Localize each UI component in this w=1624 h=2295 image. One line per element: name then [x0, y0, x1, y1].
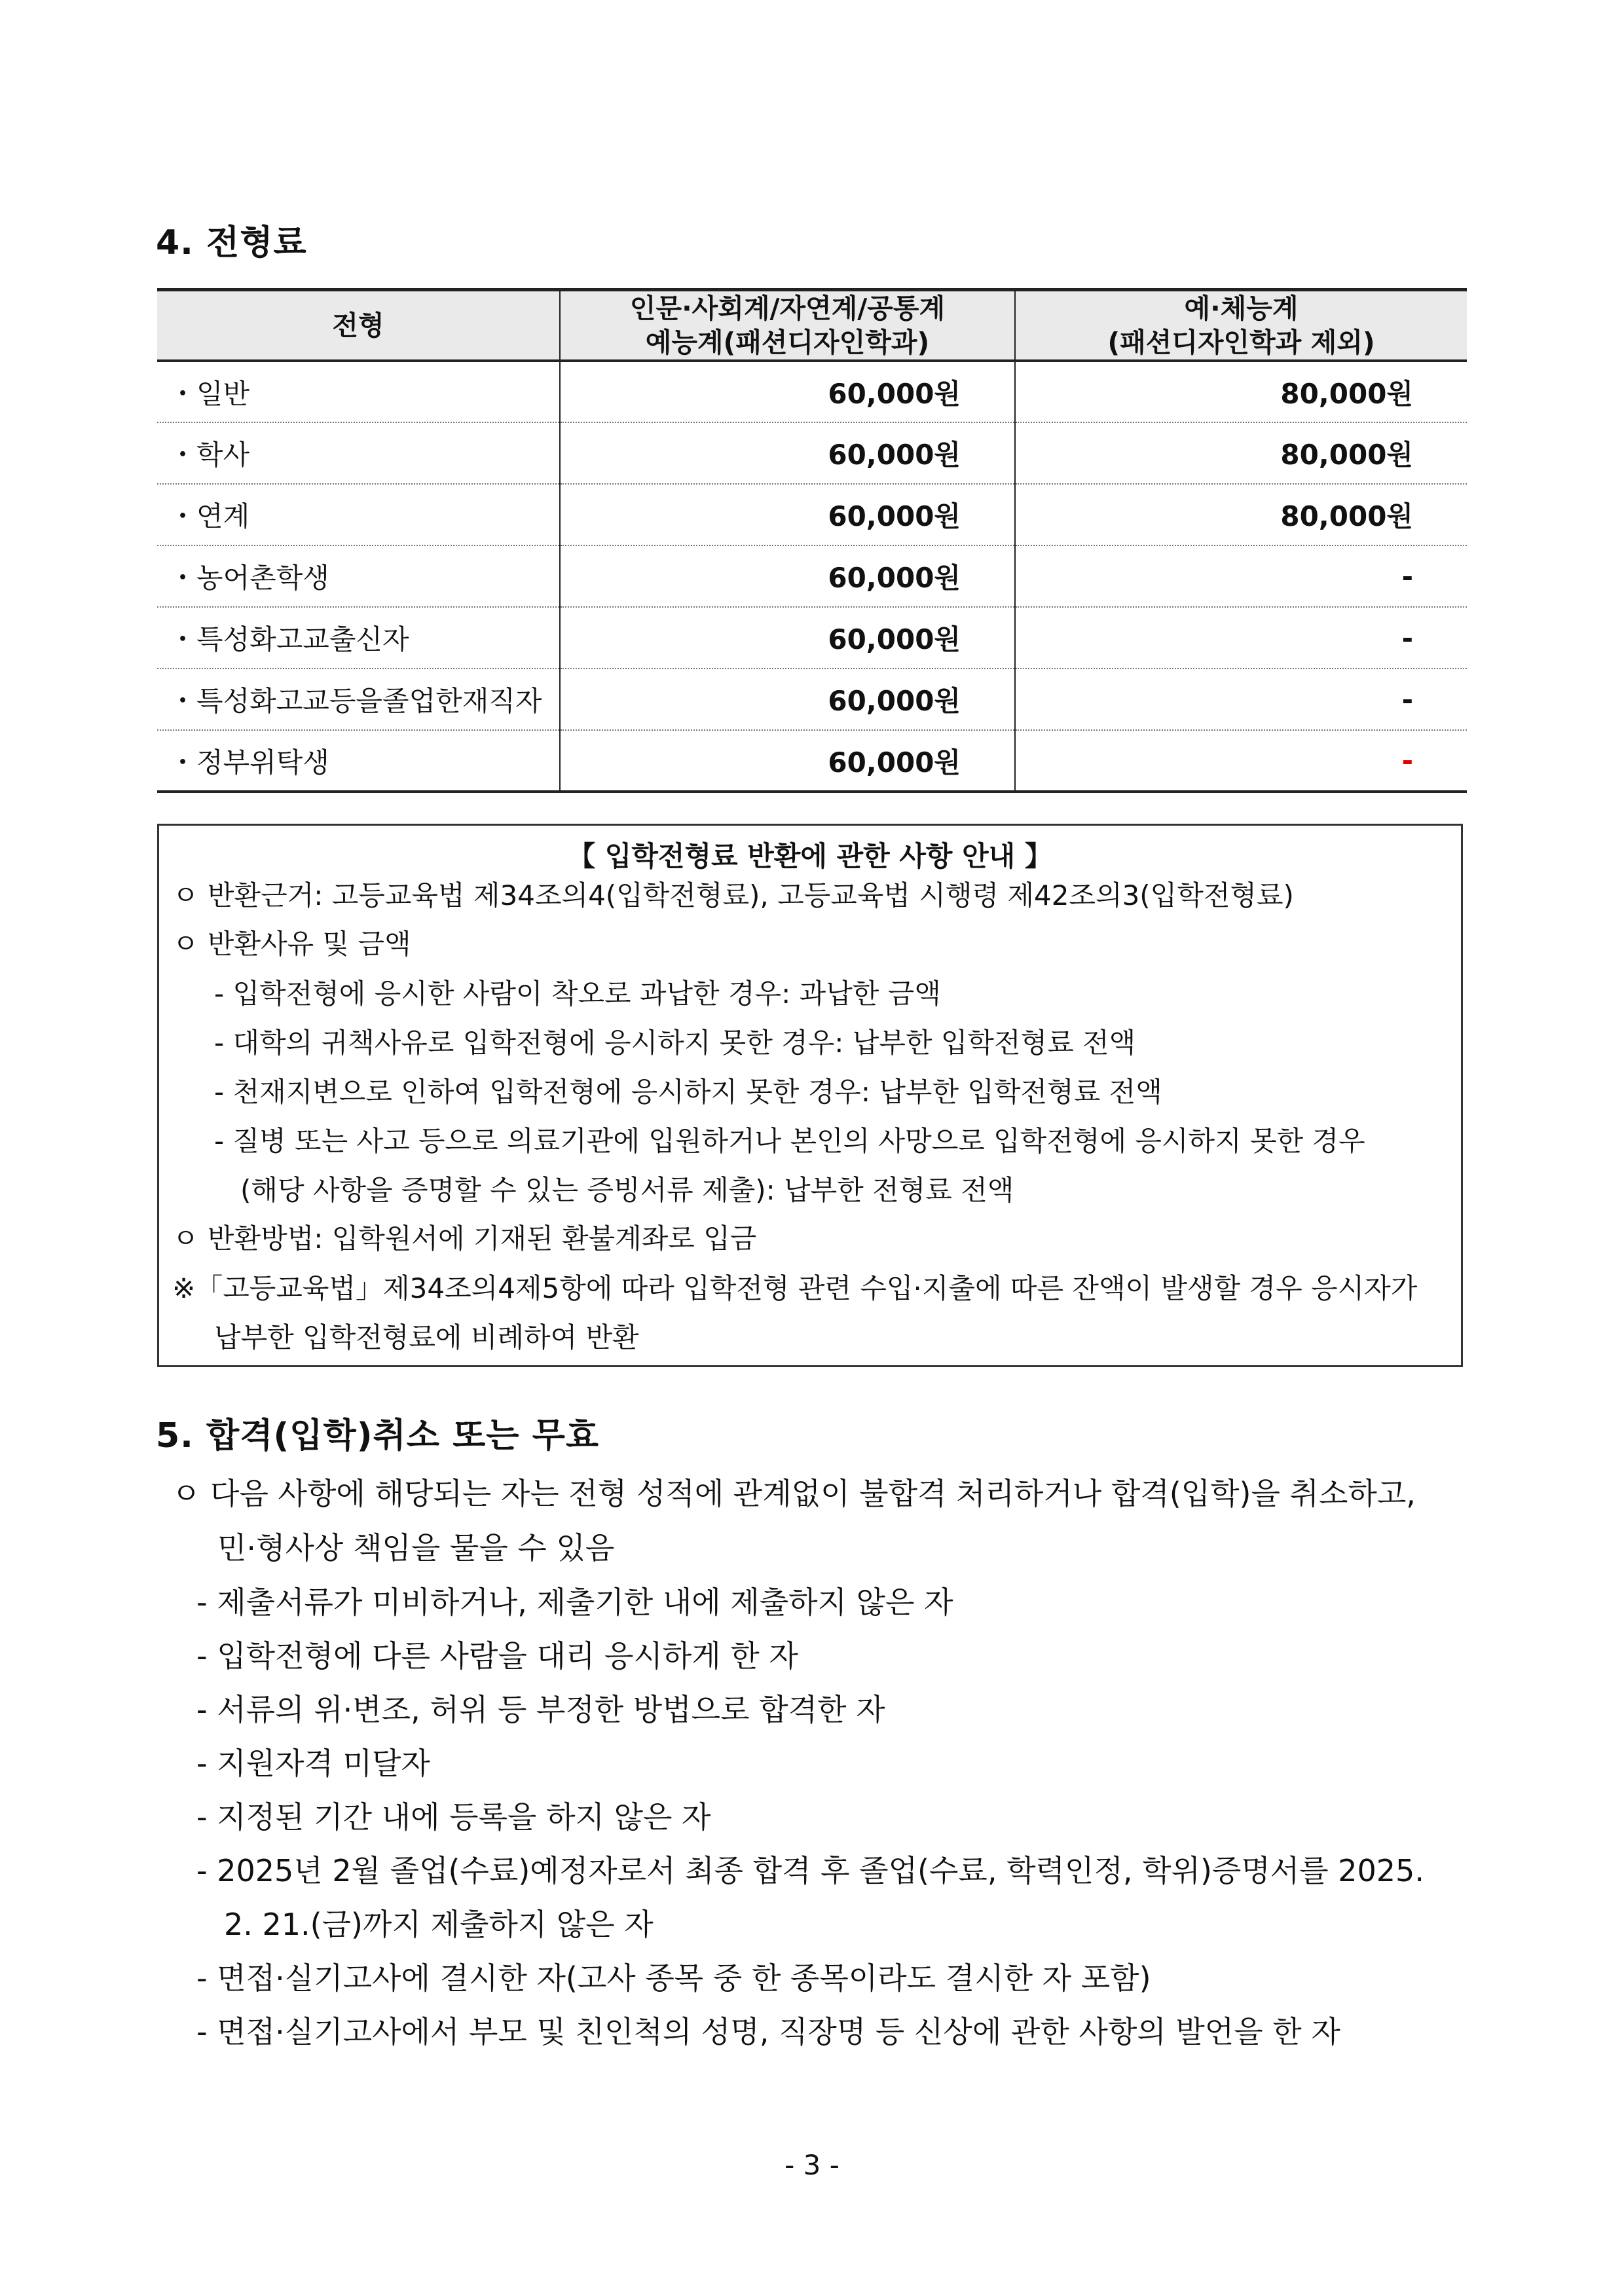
table-row	[157, 545, 1467, 607]
fee-general-cell: 60,000원	[560, 607, 1015, 669]
refund-reason-item-continued: (해당 사항을 증명할 수 있는 증빙서류 제출): 납부한 전형료 전액	[240, 1174, 1014, 1206]
fee-table	[157, 288, 1467, 793]
refund-note-line: ※「고등교육법」제34조의4제5항에 따라 입학전형 관련 수입·지출에 따른 잔액이 발생할 경우 응시자가	[172, 1272, 1418, 1304]
cancellation-item: - 입학전형에 다른 사람을 대리 응시하게 한 자	[196, 1638, 798, 1674]
fee-general-cell: 60,000원	[560, 361, 1015, 422]
fee-general-cell: 60,000원	[560, 545, 1015, 607]
fee-arts-cell: -	[1015, 545, 1467, 607]
refund-notice-title: 【 입학전형료 반환에 관한 사항 안내 】	[568, 840, 1052, 872]
admission-type-cell: ・연계	[157, 484, 560, 545]
cancellation-item: - 서류의 위·변조, 허위 등 부정한 방법으로 합격한 자	[196, 1692, 885, 1727]
refund-reason-item: - 입학전형에 응시한 사람이 착오로 과납한 경우: 과납한 금액	[214, 978, 941, 1010]
refund-reasons-line: ㅇ 반환사유 및 금액	[172, 928, 411, 960]
table-row	[157, 484, 1467, 545]
fee-arts-cell: 80,000원	[1015, 361, 1467, 422]
table-row	[157, 730, 1467, 792]
table-row	[157, 669, 1467, 730]
refund-basis-line: ㅇ 반환근거: 고등교육법 제34조의4(입학전형료), 고등교육법 시행령 제42조의3(입학전형료)	[172, 879, 1294, 911]
fee-arts-cell: 80,000원	[1015, 484, 1467, 545]
refund-reason-item: - 대학의 귀책사유로 입학전형에 응시하지 못한 경우: 납부한 입학전형료 전액	[214, 1027, 1136, 1059]
fee-table-header	[157, 290, 1467, 361]
table-row	[157, 361, 1467, 422]
fee-arts-cell: -	[1015, 607, 1467, 669]
fee-arts-cell: -	[1015, 730, 1467, 792]
admission-type-cell: ・학사	[157, 422, 560, 484]
refund-method-line: ㅇ 반환방법: 입학원서에 기재된 환불계좌로 입금	[172, 1222, 757, 1255]
fee-arts-cell: 80,000원	[1015, 422, 1467, 484]
section-5-heading: 5. 합격(입학)취소 또는 무효	[156, 1416, 600, 1456]
header-general-track-line1: 인문·사회계/자연계/공통계	[629, 293, 946, 324]
admission-type-cell: ・농어촌학생	[157, 545, 560, 607]
admission-type-cell: ・일반	[169, 377, 250, 410]
refund-note-line-continued: 납부한 입학전형료에 비례하여 반환	[214, 1321, 639, 1353]
fee-general-cell: 60,000원	[560, 730, 1015, 792]
cancellation-item: - 지원자격 미달자	[196, 1746, 430, 1781]
cancellation-item-continued: 2. 21.(금)까지 제출하지 않은 자	[224, 1907, 654, 1942]
header-general-track	[560, 290, 1015, 361]
refund-reason-item: - 질병 또는 사고 등으로 의료기관에 입원하거나 본인의 사망으로 입학전형에 응시하지 못한 경우	[214, 1125, 1365, 1157]
header-arts-track	[1015, 290, 1467, 361]
table-row	[157, 607, 1467, 669]
refund-reason-item: - 천재지변으로 인하여 입학전형에 응시하지 못한 경우: 납부한 입학전형료 전액	[214, 1076, 1162, 1108]
cancellation-item: - 2025년 2월 졸업(수료)예정자로서 최종 합격 후 졸업(수료, 학력인정, 학위)증명서를 2025.	[196, 1853, 1424, 1888]
header-general-track-line2: 예능계(패션디자인학과)	[645, 327, 930, 358]
fee-general-cell: 60,000원	[560, 669, 1015, 730]
section-4-heading: 4. 전형료	[156, 223, 307, 263]
header-arts-track-line2: (패션디자인학과 제외)	[1107, 327, 1375, 358]
cancellation-item: - 제출서류가 미비하거나, 제출기한 내에 제출하지 않은 자	[196, 1585, 953, 1620]
admission-type-cell: ・특성화고교출신자	[157, 607, 560, 669]
fee-general-cell: 60,000원	[560, 484, 1015, 545]
cancellation-intro-line: ㅇ 다음 사항에 해당되는 자는 전형 성적에 관계없이 불합격 처리하거나 합격(입학)을 취소하고,	[172, 1476, 1416, 1511]
refund-notice-box	[157, 824, 1463, 1367]
page-number: - 3 -	[784, 2149, 840, 2181]
admission-type-cell: ・특성화고교등을졸업한재직자	[157, 669, 560, 730]
cancellation-item: - 면접·실기고사에 결시한 자(고사 종목 중 한 종목이라도 결시한 자 포함)	[196, 1960, 1151, 1996]
fee-general-cell: 60,000원	[560, 422, 1015, 484]
header-arts-track-line1: 예·체능계	[1184, 293, 1299, 324]
header-admission-type: 전형	[157, 290, 560, 361]
fee-arts-cell: -	[1015, 669, 1467, 730]
cancellation-intro-line-continued: 민·형사상 책임을 물을 수 있음	[217, 1530, 615, 1566]
cancellation-item: - 면접·실기고사에서 부모 및 친인척의 성명, 직장명 등 신상에 관한 사항의 발언을 한 자	[196, 2014, 1340, 2049]
table-row	[157, 422, 1467, 484]
cancellation-item: - 지정된 기간 내에 등록을 하지 않은 자	[196, 1799, 711, 1835]
admission-type-cell: ・정부위탁생	[157, 730, 560, 792]
